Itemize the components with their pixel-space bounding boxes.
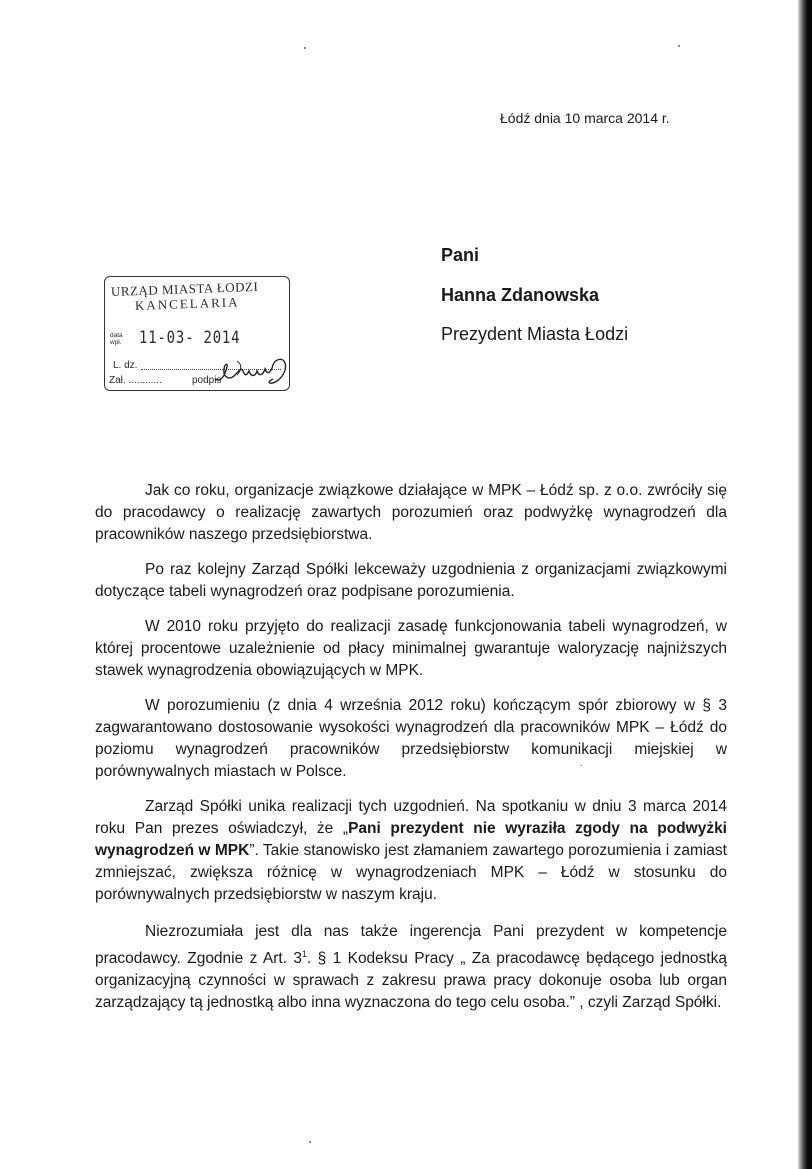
handwritten-signature <box>213 355 289 389</box>
stamp-department: KANCELARIA <box>134 294 240 313</box>
scan-edge-shadow <box>798 0 812 1169</box>
paragraph-2: Po raz kolejny Zarząd Spółki lekceważy uzgodnienia z organizacjami związkowymi dotyczące tabeli wynagrodzeń oraz podpisane porozumienia. <box>95 561 727 600</box>
stamp-ld-label: L. dz. <box>113 360 138 371</box>
recipient-name: Hanna Zdanowska <box>441 285 600 305</box>
stamp-date-value: 11-03- 2014 <box>139 328 241 348</box>
scan-speck <box>309 1141 311 1143</box>
scan-speck <box>304 47 306 49</box>
letter-date: Łódź dnia 10 marca 2014 r. <box>500 110 670 126</box>
recipient-title: Pani <box>441 245 480 265</box>
stamp-zal-label: Zał. ............ <box>109 375 162 386</box>
paragraph-3: W 2010 roku przyjęto do realizacji zasadę funkcjonowania tabeli wynagrodzeń, w której procentowe uzależnienie od płacy minimalnej gwarantuje waloryzację najniższych stawek wynagrodzenia obowiązujących w MPK. <box>95 618 727 679</box>
recipient-position: Prezydent Miasta Łodzi <box>441 324 629 344</box>
quoted-statement: Pani prezydent nie wyraziła zgody na podwyżki wynagrodzeń w MPK <box>95 820 727 859</box>
stamp-office: URZĄD MIASTA ŁODZI <box>110 278 259 299</box>
scan-speck <box>678 45 680 47</box>
stamp-podpis-label: podpis <box>192 375 222 386</box>
paragraph-6: Niezrozumiała jest dla nas także ingerencja Pani prezydent w kompetencje pracodawcy. Zgodnie z Art. $3^1$. § 1 Kodeksu Pracy „ Za pracodawcę będącego jednostką organizacyjną czynności w sprawach z zakresu prawa pracy dokonuje osoba lub organ zarządzający tą jednostką albo inna wyznaczona do tego celu osoba.” , czyli Zarząd Spółki. <box>95 923 727 1012</box>
registry-stamp <box>104 276 290 391</box>
paragraph-5: Zarząd Spółki unika realizacji tych uzgodnień. Na spotkaniu w dniu 3 marca 2014 roku Pan prezes oświadczył, że „Pani prezydent nie wyraziła zgody na podwyżki wynagrodzeń w MPK”. Takie stanowisko jest złamaniem zawartego porozumienia i zamiast zmniejszać, zwiększa różnicę w wynagrodzeniach MPK – Łódź w stosunku do porównywalnych przedsiębiorstw w naszym kraju. <box>95 798 727 903</box>
paragraph-1: Jak co roku, organizacje związkowe działające w MPK – Łódź sp. z o.o. zwróciły się do pracodawcy o realizację zawartych porozumień oraz podwyżkę wynagrodzeń dla pracowników naszego przedsiębiorstwa. <box>95 482 727 543</box>
paragraph-4: W porozumieniu (z dnia 4 września 2012 roku) kończącym spór zbiorowy w § 3 zagwarantowano dostosowanie wysokości wynagrodzeń dla pracowników MPK – Łódź do poziomu wynagrodzeń pracowników przedsiębiorstw komunikacji miejskiej w porównywalnych miastach w Polsce. <box>95 697 727 780</box>
scan-speck <box>581 765 582 766</box>
stamp-date-label: data wpł. <box>110 332 123 346</box>
